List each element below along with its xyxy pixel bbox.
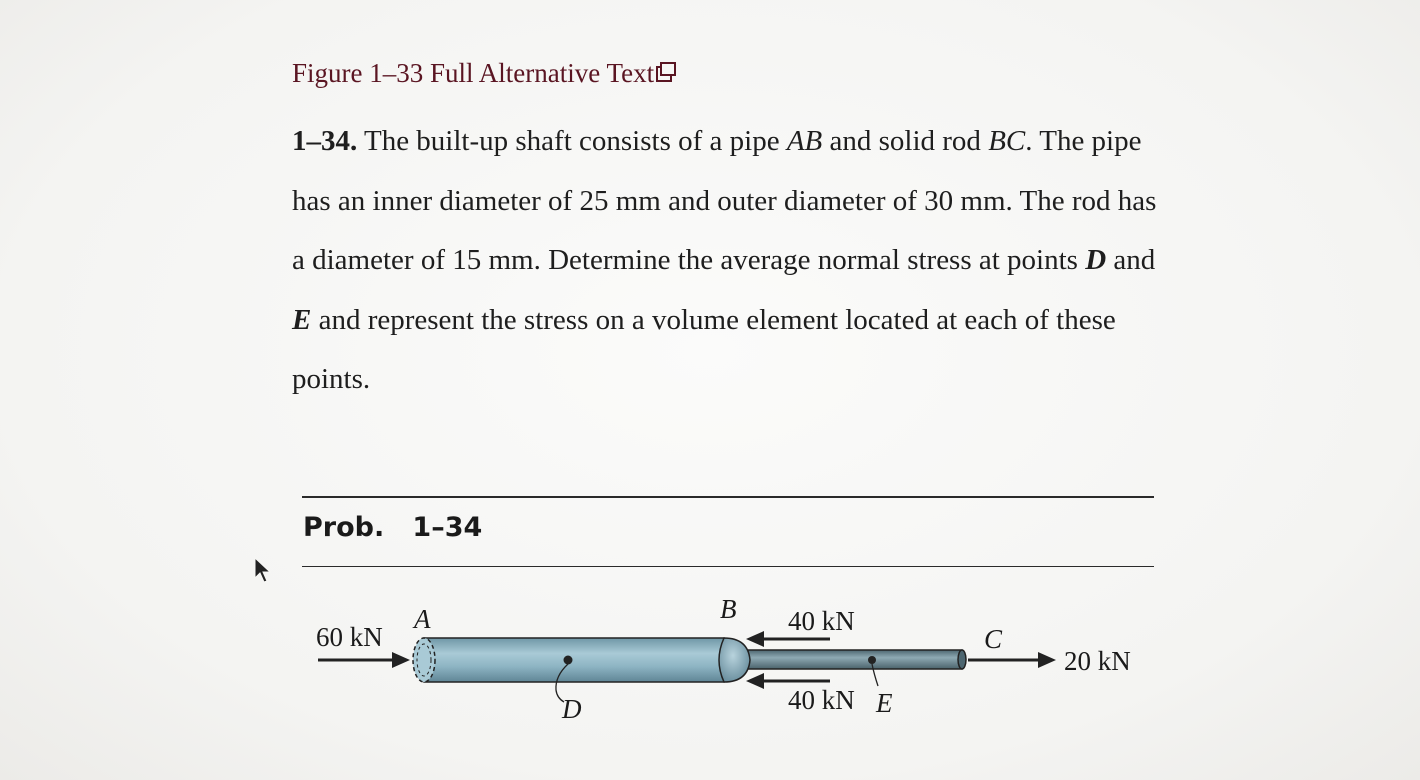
point-e-label: E (876, 688, 893, 718)
point-e-label: E (292, 303, 312, 336)
point-b-label: B (720, 594, 737, 624)
problem-text: . The pipe has an inner diameter of 25 mm and outer diameter of 30 mm. The rod has a diameter of 15 mm. Determine the average normal stress at points (292, 125, 1157, 276)
pipe-label: AB (786, 125, 823, 157)
divider-top (302, 496, 1154, 498)
problem-number: 1–34. (292, 125, 358, 157)
pipe-ab (424, 638, 724, 682)
solid-rod-bc (748, 650, 962, 669)
pipe-end-a (413, 638, 435, 682)
point-a-label: A (414, 604, 431, 634)
collar-b (719, 638, 750, 682)
rod-end-c (958, 650, 966, 669)
divider-bottom (302, 566, 1154, 567)
mouse-cursor-icon (252, 556, 276, 586)
load-c-label: 20 kN (1064, 646, 1131, 676)
point-c-label: C (984, 624, 1003, 654)
problem-text: and represent the stress on a volume element located at each of these points. (292, 303, 1116, 395)
point-d-label: D (562, 694, 582, 724)
figure-alt-text-label[interactable]: Figure 1–33 Full Alternative Text (292, 58, 655, 88)
point-e-marker (868, 656, 876, 664)
problem-text: and (1106, 244, 1156, 276)
point-d-marker (564, 656, 573, 665)
problem-text: The built-up shaft consists of a pipe (357, 125, 787, 157)
shaft-diagram (300, 590, 1160, 730)
load-b-bottom-label: 40 kN (788, 685, 855, 715)
problem-statement (292, 112, 1172, 410)
rod-label: BC (988, 125, 1026, 157)
figure-alt-text-link[interactable] (292, 58, 674, 89)
external-window-icon[interactable] (656, 62, 674, 80)
problem-text: and solid rod (822, 125, 989, 157)
point-d-label: D (1085, 244, 1107, 276)
load-b-top-label: 40 kN (788, 606, 855, 636)
load-a-label: 60 kN (316, 622, 383, 652)
prob-title: Prob. 1–34 (303, 512, 483, 543)
